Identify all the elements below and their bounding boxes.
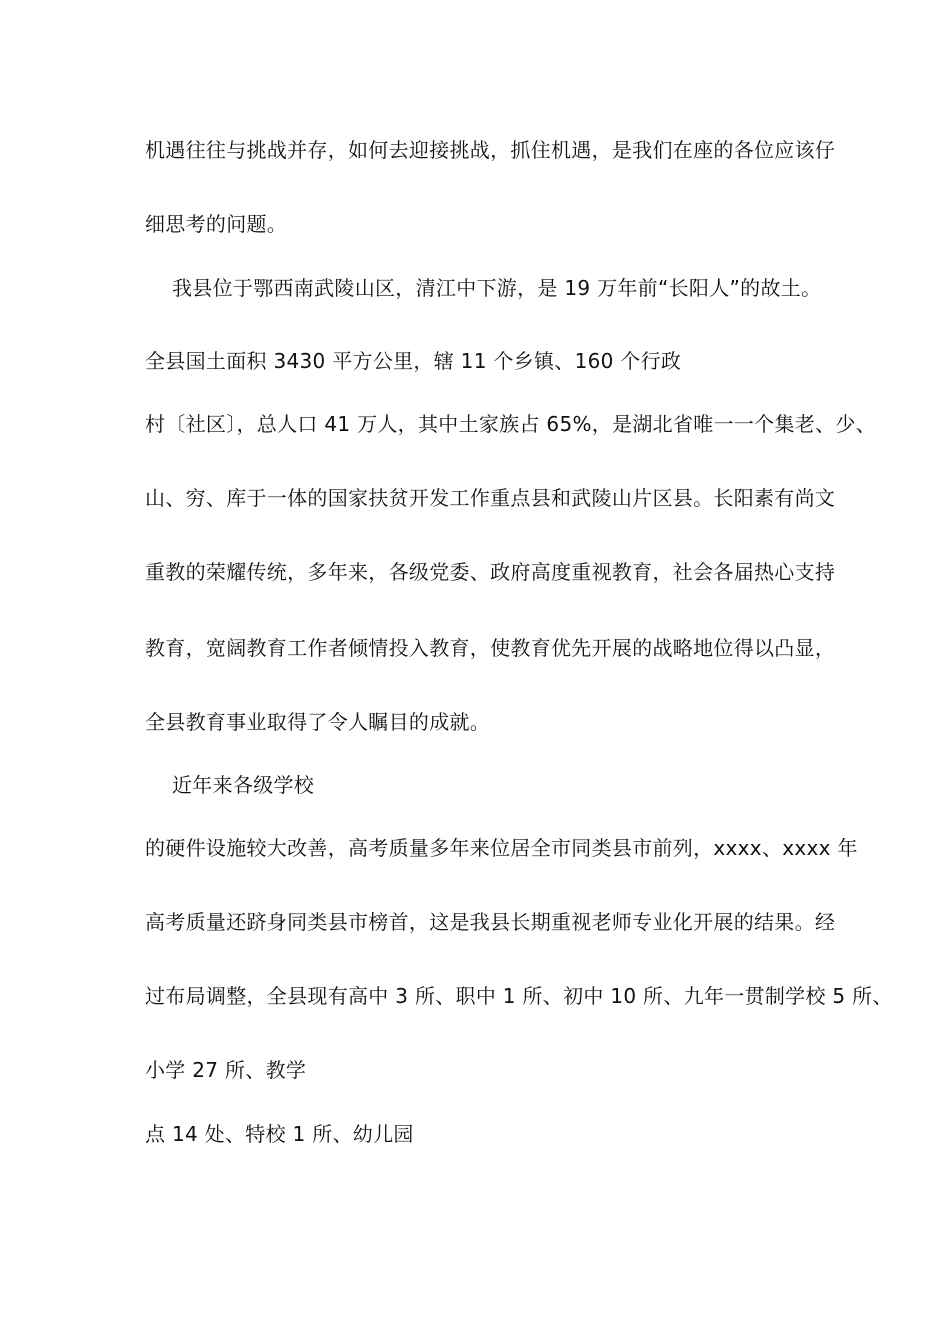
text-line-7: 重教的荣耀传统，多年来，各级党委、政府高度重视教育，社会各届热心支持 xyxy=(145,560,836,584)
text-line-15: 点 14 处、特校 1 所、幼儿园 xyxy=(145,1122,414,1146)
text-line-1: 机遇往往与挑战并存，如何去迎接挑战，抓住机遇，是我们在座的各位应该仔 xyxy=(145,138,836,162)
text-line-11: 的硬件设施较大改善，高考质量多年来位居全市同类县市前列，xxxx、xxxx 年 xyxy=(145,836,858,860)
text-line-6: 山、穷、库于一体的国家扶贫开发工作重点县和武陵山片区县。长阳素有尚文 xyxy=(145,486,836,510)
text-line-4: 全县国土面积 3430 平方公里，辖 11 个乡镇、160 个行政 xyxy=(145,349,682,373)
text-line-8: 教育，宽阔教育工作者倾情投入教育，使教育优先开展的战略地位得以凸显， xyxy=(145,636,836,660)
text-line-12: 高考质量还跻身同类县市榜首，这是我县长期重视老师专业化开展的结果。经 xyxy=(145,910,836,934)
text-line-3: 我县位于鄂西南武陵山区，清江中下游，是 19 万年前“长阳人”的故土。 xyxy=(172,276,822,300)
text-line-10: 近年来各级学校 xyxy=(172,773,315,797)
text-line-5: 村〔社区〕，总人口 41 万人，其中土家族占 65%，是湖北省唯一一个集老、少、 xyxy=(145,412,876,436)
text-line-9: 全县教育事业取得了令人瞩目的成就。 xyxy=(145,710,491,734)
text-line-13: 过布局调整，全县现有高中 3 所、职中 1 所、初中 10 所、九年一贯制学校 5 所、 xyxy=(145,984,893,1008)
text-line-14: 小学 27 所、教学 xyxy=(145,1058,307,1082)
text-line-2: 细思考的问题。 xyxy=(145,212,288,236)
